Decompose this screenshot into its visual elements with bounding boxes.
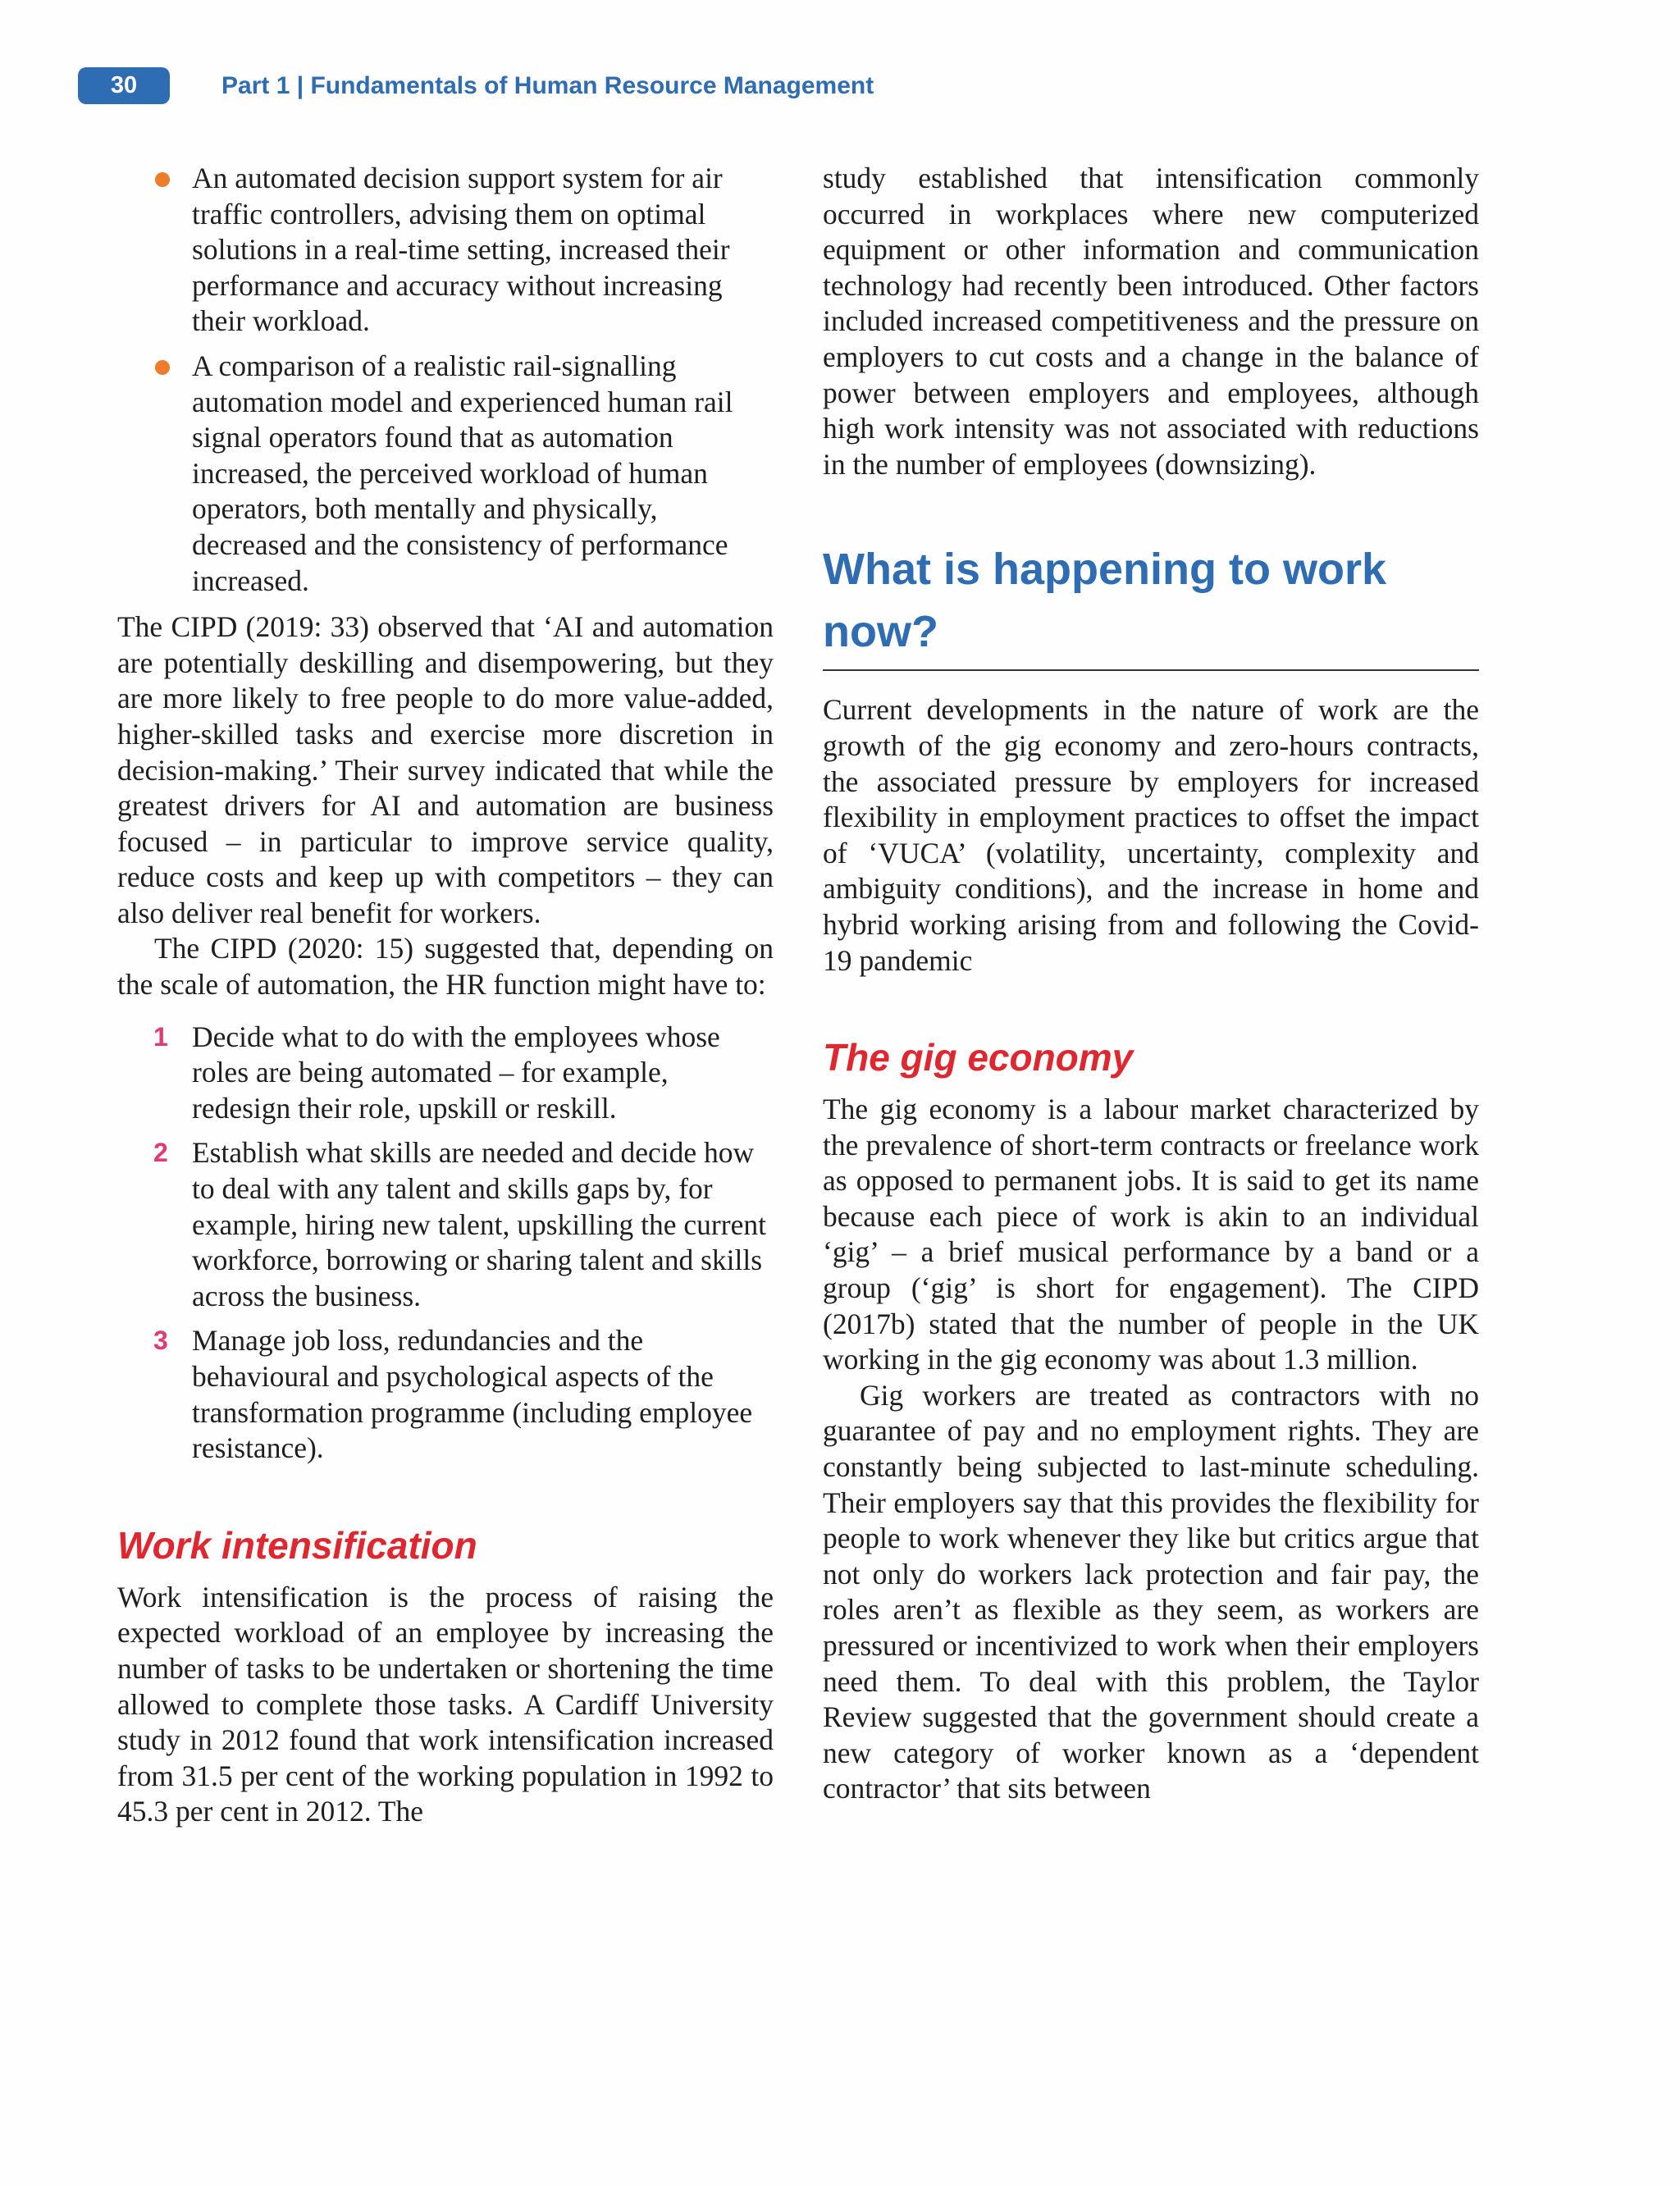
list-item [117,161,774,340]
list-text: Manage job loss, redundancies and the behavioural and psychological aspects of the transformation programme (including employee resistance). [192,1324,753,1465]
bullet-dot-icon [155,360,170,375]
list-number: 1 [153,1021,168,1052]
list-item [117,349,774,599]
bullet-text: A comparison of a realistic rail-signalling automation model and experienced human rail signal operators found that as automation increased, the perceived workload of human operators, both mentally and physically, decreased and the consistency of performance increased. [192,349,733,597]
heading-what-is-happening: What is happening to work now? [823,545,1386,657]
bullet-list [117,161,774,599]
paragraph-gig-economy-2: Gig workers are treated as contractors with no guarantee of pay and no employment rights. They are constantly being subjected to last-minute scheduling. Their employers say that this provides the flexibility for people to work whenever they like but critics argue that not only do workers lack protection and fair pay, the roles aren’t as flexible as they seem, as workers are pressured or incentivized to work when their employers need them. To deal with this problem, the Taylor Review suggested that the government should create a new category of worker known as a ‘dependent contractor’ that sits between [823,1378,1479,1805]
heading-work-intensification: Work intensification [117,1523,477,1567]
list-number: 3 [153,1326,168,1356]
running-head: Part 1 | Fundamentals of Human Resource Management [221,72,874,99]
paragraph-continued: study established that intensification commonly occurred in workplaces where new computerized equipment or other information and communication technology had recently been introduced. Other factors included increased competitiveness and the pressure on employers to cut costs and a change in the balance of power between employers and employees, although high work intensity was not associated with reductions in the number of employees (downsizing). [823,162,1479,481]
bullet-text: An automated decision support system for air traffic controllers, advising them on optimal solutions in a real-time setting, increased their performance and accuracy without increasing their workload. [192,162,730,338]
paragraph-cipd-2020: The CIPD (2020: 15) suggested that, depending on the scale of automation, the HR function might have to: [117,932,774,1002]
page-header [0,0,1680,139]
left-column [117,161,774,1830]
list-item [117,1020,774,1127]
list-item [117,1135,774,1314]
list-number: 2 [153,1138,168,1168]
list-text: Establish what skills are needed and decide how to deal with any talent and skills gaps by, for example, hiring new talent, upskilling the current workforce, borrowing or sharing talent and skills across the business. [192,1136,766,1312]
page-number-badge: 30 [78,67,170,104]
list-item [117,1323,774,1466]
heading-gig-economy: The gig economy [823,1036,1134,1079]
heading-rule [823,669,1479,671]
paragraph-current-developments: Current developments in the nature of work are the growth of the gig economy and zero-hours contracts, the associated pressure by employers for increased flexibility in employment practices to offset the impact of ‘VUCA’ (volatility, uncertainty, complexity and ambiguity conditions), and the increase in home and hybrid working arising from and following the Covid-19 pandemic [823,693,1479,977]
paragraph-work-intensification: Work intensification is the process of raising the expected workload of an employee by increasing the number of tasks to be undertaken or shortening the time allowed to complete those tasks. A Cardiff University study in 2012 found that work intensification increased from 31.5 per cent of the working population in 1992 to 45.3 per cent in 2012. The [117,1580,774,1828]
list-text: Decide what to do with the employees whose roles are being automated – for example, redesign their role, upskill or reskill. [192,1020,720,1125]
paragraph-gig-economy-1: The gig economy is a labour market characterized by the prevalence of short-term contracts or freelance work as opposed to permanent jobs. It is said to get its name because each piece of work is akin to an individual ‘gig’ – a brief musical performance by a band or a group (‘gig’ is short for engagement). The CIPD (2017b) stated that the number of people in the UK working in the gig economy was about 1.3 million. [823,1093,1479,1376]
paragraph-cipd-2019: The CIPD (2019: 33) observed that ‘AI and automation are potentially deskilling and disempowering, but they are more likely to free people to do more value-added, higher-skilled tasks and exercise more discretion in decision-making.’ Their survey indicated that while the greatest drivers for AI and automation are business focused – in particular to improve service quality, reduce costs and keep up with competitors – they can also deliver real benefit for workers. [117,610,774,929]
bullet-dot-icon [155,172,170,187]
numbered-list [117,1020,774,1467]
right-column [823,161,1479,1807]
